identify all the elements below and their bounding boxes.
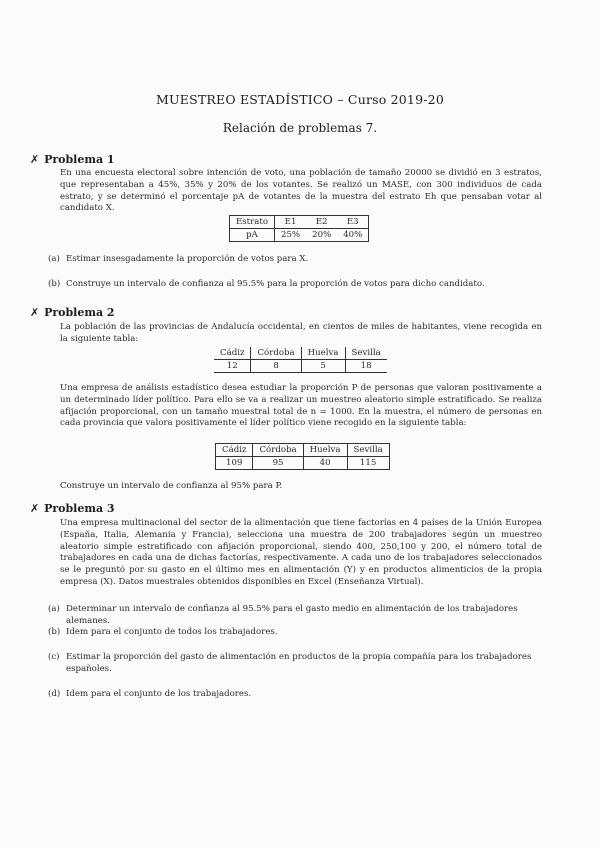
table-cell: 20% xyxy=(312,230,332,240)
problem-1-title: Problema 1 xyxy=(44,153,115,166)
item-label: (b) xyxy=(48,279,61,289)
item-label: (d) xyxy=(48,689,61,699)
problem-2-heading xyxy=(30,306,115,319)
check-mark-icon: ✗ xyxy=(30,502,40,515)
document-subtitle: Relación de problemas 7. xyxy=(222,121,378,135)
problem-1-statement: En una encuesta electoral sobre intención de voto, una población de tamaño 20000 se dividió en 3 estratos, que representaban a 45%, 35% y 20% de los votantes. Se realizó un MASE, con 300 individuos de cada estrato, y se determinó el porcentaje pA de votantes de la muestra del estrato Eh que pensaban votar al candidato X. xyxy=(60,168,542,214)
table-cell: 8 xyxy=(251,360,301,373)
table-cell: Córdoba xyxy=(251,347,301,360)
problem-3-heading xyxy=(30,502,115,515)
problem-1-heading xyxy=(30,153,115,166)
table-cell: E1 xyxy=(275,216,307,229)
table-cell: 40 xyxy=(303,457,347,470)
problem-1-table xyxy=(229,215,369,242)
problem-1-item-b xyxy=(48,279,542,291)
table-cell: E3 xyxy=(337,216,369,229)
problem-3-item-a xyxy=(48,604,542,628)
table-cell: 5 xyxy=(301,360,345,373)
problem-2-question: Construye un intervalo de confianza al 95% para P. xyxy=(60,481,283,491)
table-cell: 18 xyxy=(345,360,387,373)
population-table xyxy=(214,347,387,373)
table-cell: Huelva xyxy=(301,347,345,360)
table-cell: 25% xyxy=(281,230,301,240)
problem-2-intro: La población de las provincias de Andalucía occidental, en cientos de miles de habitantes, viene recogida en la siguiente tabla: xyxy=(60,322,542,344)
table-cell: 109 xyxy=(226,458,243,468)
document-title: MUESTREO ESTADÍSTICO – Curso 2019-20 xyxy=(156,92,444,107)
problem-1-item-a xyxy=(48,254,542,266)
table-cell: Córdoba xyxy=(253,444,303,457)
problem-3-title: Problema 3 xyxy=(44,502,115,515)
item-label: (a) xyxy=(48,254,60,264)
problem-3-item-c xyxy=(48,652,542,676)
item-text: Idem para el conjunto de los trabajadores. xyxy=(66,689,252,699)
item-label: (b) xyxy=(48,627,61,637)
table-cell: Sevilla xyxy=(345,347,387,360)
problem-3-item-d xyxy=(48,689,542,701)
problem-2-statement: Una empresa de análisis estadístico desea estudiar la proporción P de personas que valoran positivamente a un determinado líder político. Para ello se va a realizar un muestreo aleatorio simple estratificado. Se realiza afijación proporcional, con un tamaño muestral total de n = 1000. En la muestra, el número de personas en cada provincia que valora positivamente el líder político viene recogido en la siguiente tabla: xyxy=(60,383,542,429)
sample-table xyxy=(215,443,390,470)
check-mark-icon: ✗ xyxy=(30,153,40,166)
table-cell: Cádiz xyxy=(216,444,253,457)
item-text: Construye un intervalo de confianza al 95.5% para la proporción de votos para dicho candidato. xyxy=(66,279,485,289)
problem-3-item-b xyxy=(48,627,542,639)
check-mark-icon: ✗ xyxy=(30,306,40,319)
table-cell: Cádiz xyxy=(214,347,251,360)
table-cell: 95 xyxy=(253,457,303,470)
item-label: (a) xyxy=(48,604,60,614)
table-cell: Sevilla xyxy=(347,444,389,457)
item-text: Determinar un intervalo de confianza al 95.5% para el gasto medio en alimentación de los trabajadores alemanes. xyxy=(66,604,518,626)
item-label: (c) xyxy=(48,652,60,662)
table-cell: 40% xyxy=(343,230,363,240)
item-text: Idem para el conjunto de todos los trabajadores. xyxy=(66,627,278,637)
table-cell: E2 xyxy=(306,216,337,229)
table-cell: Estrato xyxy=(230,216,275,229)
problem-3-statement: Una empresa multinacional del sector de la alimentación que tiene factorías en 4 países de la Unión Europea (España, Italia, Alemania y Francia), selecciona una muestra de 200 trabajadores según un muestreo aleatorio simple estratificado con afijación proporcional, siendo 400, 250,100 y 200, el número total de trabajadores en cada una de dichas factorías, respectivamente. A cada uno de los trabajadores seleccionados se le preguntó por su gasto en el último mes en alimentación (Y) y en productos alimenticios de la propia empresa (X). Datos muestrales obtenidos disponibles en Excel (Enseñanza Virtual). xyxy=(60,518,542,587)
table-cell: Huelva xyxy=(303,444,347,457)
problem-2-title: Problema 2 xyxy=(44,306,115,319)
item-text: Estimar la proporción del gasto de alimentación en productos de la propia compañía para los trabajadores españoles. xyxy=(66,652,532,674)
table-cell: 115 xyxy=(347,457,389,470)
item-text: Estimar insesgadamente la proporción de votos para X. xyxy=(66,254,309,264)
table-cell: pA xyxy=(230,229,275,242)
table-cell: 12 xyxy=(226,361,238,371)
